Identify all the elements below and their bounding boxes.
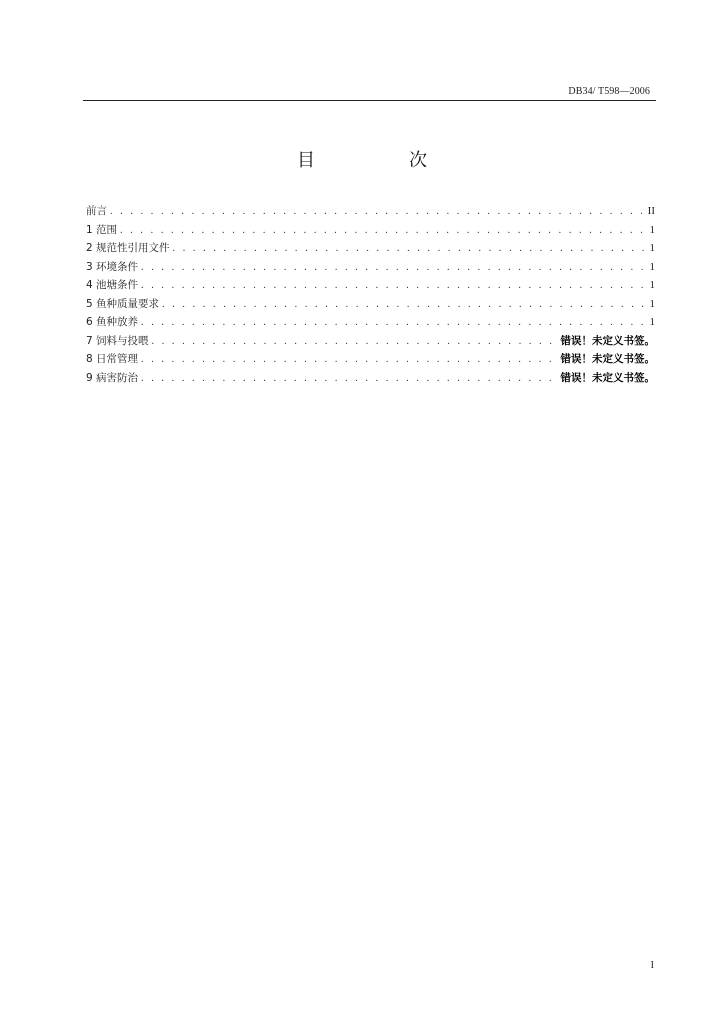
toc-entry-bookmark-error: 错误！未定义书签。 <box>560 353 655 365</box>
toc-leader-dots <box>120 225 643 236</box>
toc-entry-label: 9 病害防治 <box>86 371 139 384</box>
toc-entry-label: 4 池塘条件 <box>86 279 139 291</box>
toc-entry-environment[interactable] <box>86 259 655 278</box>
toc-entry-disease-control[interactable] <box>86 370 655 389</box>
toc-entry-bookmark-error: 错误！未定义书签。 <box>560 334 655 347</box>
header-rule <box>83 100 656 101</box>
toc-entry-label: 3 环境条件 <box>86 260 139 273</box>
toc-entry-page: 1 <box>649 316 655 328</box>
toc-entry-normative-references[interactable] <box>86 240 655 259</box>
toc-entry-page: 1 <box>649 297 655 310</box>
toc-leader-dots <box>162 299 643 310</box>
toc-entry-bookmark-error: 错误！未定义书签。 <box>560 371 655 384</box>
toc-leader-dots <box>141 354 552 365</box>
toc-entry-label: 5 鱼种质量要求 <box>86 297 160 310</box>
toc-entry-fingerling-quality[interactable] <box>86 296 655 315</box>
toc-leader-dots <box>141 280 643 291</box>
toc-entry-label: 6 鱼种放养 <box>86 316 139 328</box>
toc-leader-dots <box>110 206 642 217</box>
toc-leader-dots <box>141 317 643 328</box>
page-number: I <box>650 960 654 971</box>
toc-entry-page: 1 <box>649 260 655 273</box>
toc-entry-stocking[interactable] <box>86 314 655 333</box>
toc-entry-page: 1 <box>649 242 655 254</box>
toc-entry-page: 1 <box>649 223 655 236</box>
toc-leader-dots <box>173 243 644 254</box>
table-of-contents <box>86 203 655 388</box>
toc-entry-label: 7 饲料与投喂 <box>86 334 149 347</box>
toc-leader-dots <box>141 262 643 273</box>
page-title: 目 次 <box>297 150 465 171</box>
toc-entry-page: II <box>647 205 655 217</box>
toc-entry-label: 1 范围 <box>86 223 118 236</box>
toc-leader-dots <box>141 373 552 384</box>
toc-entry-preface[interactable] <box>86 203 655 222</box>
toc-entry-pond[interactable] <box>86 277 655 296</box>
toc-leader-dots <box>152 336 553 347</box>
toc-entry-label: 8 日常管理 <box>86 353 139 365</box>
toc-entry-daily-management[interactable] <box>86 351 655 370</box>
toc-entry-scope[interactable] <box>86 222 655 241</box>
toc-entry-label: 2 规范性引用文件 <box>86 242 170 254</box>
toc-entry-page: 1 <box>649 279 655 291</box>
toc-entry-feeding[interactable] <box>86 333 655 352</box>
toc-entry-label: 前言 <box>86 205 107 217</box>
standard-code: DB34/ T598—2006 <box>568 86 650 97</box>
